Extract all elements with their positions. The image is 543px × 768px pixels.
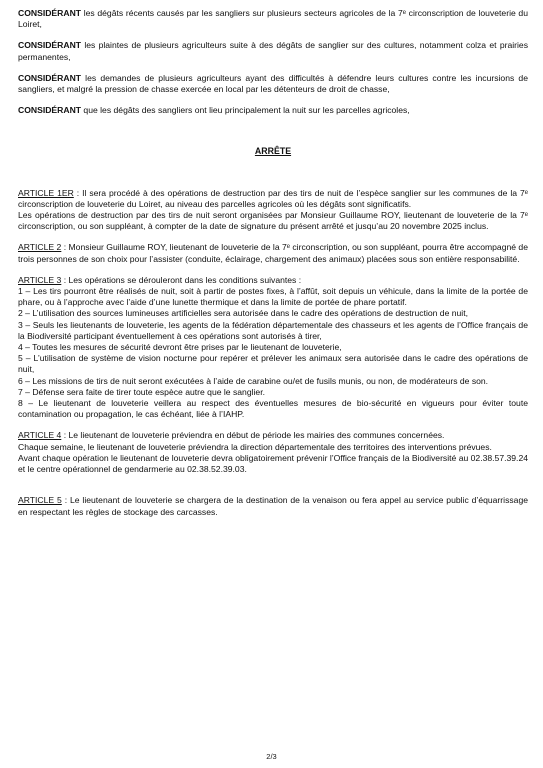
article-3-label: ARTICLE 3 <box>18 274 62 285</box>
article-text: : Le lieutenant de louveterie préviendra en début de période les mairies des communes concernées. <box>61 430 445 441</box>
article-4-line <box>18 430 528 441</box>
arrete-title: ARRÊTE <box>254 146 292 157</box>
considerant-text: que les dégâts des sangliers ont lieu principalement la nuit sur les parcelles agricoles, <box>81 105 410 116</box>
article-text: : Les opérations se dérouleront dans les conditions suivantes : <box>61 274 302 285</box>
considerant-lead: CONSIDÉRANT <box>18 105 82 116</box>
article-4 <box>18 430 528 475</box>
article-5 <box>18 495 528 517</box>
article-5-line <box>18 495 528 517</box>
page-number: 2/3 <box>266 752 277 761</box>
article-3 <box>18 275 528 421</box>
article-1 <box>18 188 528 233</box>
article-4-label: ARTICLE 4 <box>18 430 62 441</box>
article-3-line <box>18 275 528 286</box>
considerant-lead: CONSIDÉRANT <box>18 72 82 83</box>
article-4-line: Chaque semaine, le lieutenant de louveterie préviendra la direction départementale des territoires des interventions prévues. <box>18 441 492 452</box>
article-text: : Le lieutenant de louveterie se chargera de la destination de la venaison ou fera appel au service public d’équarrissage en respectant les règles de stockage des carcasses. <box>18 495 528 517</box>
article-3-item: 6 – Les missions de tirs de nuit seront exécutées à l’aide de carabine ou/et de fusils munis, ou non, de modérateurs de son. <box>18 375 489 386</box>
article-text: : Il sera procédé à des opérations de destruction par des tirs de nuit de l’espèce sanglier sur les communes de la 7ᵉ circonscription de louveterie du Loiret, au niveau des parcelles agricoles où les dégâts sont significatifs. <box>18 187 528 209</box>
article-3-item: 4 – Toutes les mesures de sécurité devront être prises par le lieutenant de louveterie, <box>18 342 342 353</box>
article-2 <box>18 242 528 264</box>
considerant-text: les dégâts récents causés par les sangliers sur plusieurs secteurs agricoles de la 7ᵉ circonscription de louveterie du Loiret, <box>18 8 528 30</box>
article-1-line <box>18 188 528 210</box>
article-3-item: 5 – L’utilisation de système de vision nocturne pour repérer et prélever les animaux sera autorisée dans le cadre des opérations de nuit, <box>18 353 528 375</box>
considerant-text: les demandes de plusieurs agriculteurs ayant des difficultés à défendre leurs cultures contre les incursions de sangliers, et malgré la pression de chasse exercée en local par les détenteurs de droit de chasse, <box>18 72 528 95</box>
article-2-label: ARTICLE 2 <box>18 242 62 253</box>
article-3-item: 7 – Défense sera faite de tirer toute espèce autre que le sanglier. <box>18 386 265 397</box>
considerant-4 <box>18 105 528 116</box>
considerant-3 <box>18 73 528 95</box>
considerant-lead: CONSIDÉRANT <box>18 8 82 18</box>
article-3-item: 3 – Seuls les lieutenants de louveterie, les agents de la fédération départementale des chasseurs et les agents de l’Office français de la Biodiversité participant éventuellement à ces opérations sont autorisés à tirer, <box>18 319 528 341</box>
document-page <box>18 8 528 528</box>
article-3-item: 2 – L’utilisation des sources lumineuses artificielles sera autorisée dans le cadre des opérations de destruction de nuit, <box>18 308 468 319</box>
article-1-line: Les opérations de destruction par des tirs de nuit seront organisées par Monsieur Guillaume ROY, lieutenant de louveterie de la 7ᵉ circonscription, ou son suppléant, à compter de la date de signature du présent arrêté et jusqu’au 20 novembre 2025 inclus. <box>18 210 528 232</box>
article-1-label: ARTICLE 1ER <box>18 187 74 198</box>
article-4-line: Avant chaque opération le lieutenant de louveterie devra obligatoirement prévenir l’Office français de la Biodiversité au 02.38.57.39.24 et le centre opérationnel de gendarmerie au 02.38.52.39.03. <box>18 452 528 475</box>
article-5-label: ARTICLE 5 <box>18 495 62 506</box>
considerant-2 <box>18 40 528 62</box>
article-text: : Monsieur Guillaume ROY, lieutenant de louveterie de la 7ᵉ circonscription, ou son suppléant, pourra être accompagné de trois personnes de son choix pour l’assister (conduite, éclairage, chargement des animaux) placées sous son entière responsabilité. <box>18 242 528 264</box>
article-3-item: 8 – Le lieutenant de louveterie veillera au respect des éventuelles mesures de bio-sécurité en vigueurs pour éviter toute contamination ou propagation, le cas échéant, liée à l’IAHP. <box>18 398 528 420</box>
considerant-1 <box>18 8 528 30</box>
considerant-text: les plaintes de plusieurs agriculteurs suite à des dégâts de sanglier sur des cultures, notamment colza et prairies permanentes, <box>18 40 528 62</box>
article-2-line <box>18 242 528 264</box>
considerant-lead: CONSIDÉRANT <box>18 40 82 51</box>
article-3-item: 1 – Les tirs pourront être réalisés de nuit, soit à partir de postes fixes, à l’affût, soit depuis un véhicule, dans la limite de la portée de phare, ou à l’approche avec l’aide d’une lunette thermique et dans la limite de portée de phare portatif. <box>18 286 528 308</box>
